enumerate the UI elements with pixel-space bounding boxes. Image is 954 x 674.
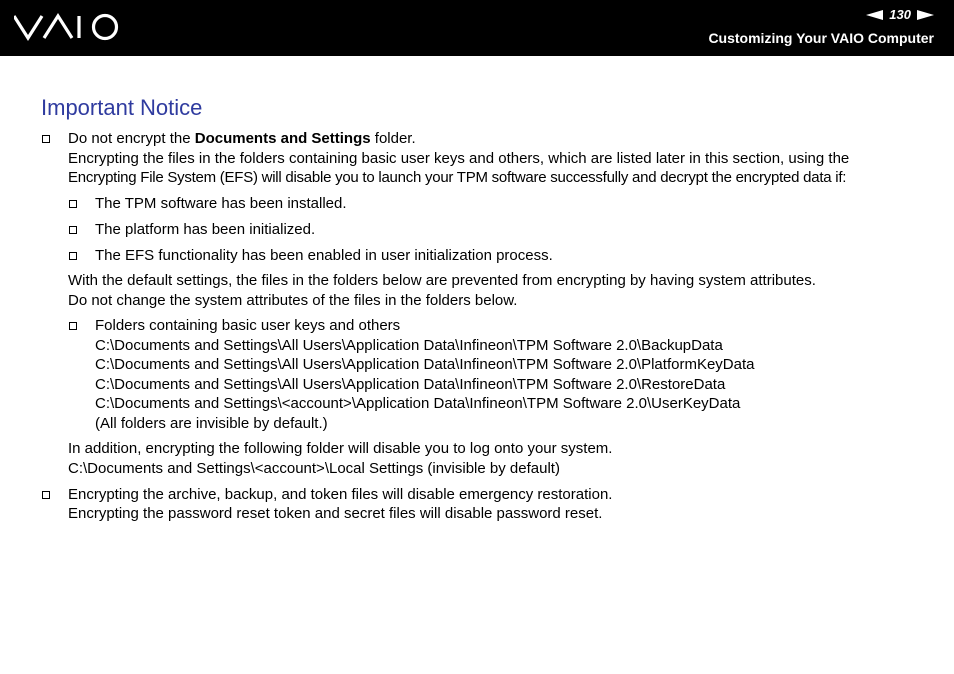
list-item-archive-backup bbox=[0, 485, 954, 524]
checkbox-bullet-icon bbox=[42, 491, 50, 499]
addition-paragraph bbox=[0, 439, 954, 478]
sub-item-platform-initialized bbox=[0, 220, 954, 240]
section-title: Customizing Your VAIO Computer bbox=[708, 30, 934, 46]
sub-item-folders bbox=[0, 316, 954, 433]
paragraph-line: In addition, encrypting the following folder will disable you to log onto your system. bbox=[68, 440, 613, 457]
folder-path: C:\Documents and Settings\All Users\Application Data\Infineon\TPM Software 2.0\PlatformKeyData bbox=[95, 356, 755, 373]
previous-page-arrow-icon[interactable] bbox=[866, 10, 883, 20]
vaio-logo bbox=[14, 13, 120, 41]
folder-path: C:\Documents and Settings\All Users\Application Data\Infineon\TPM Software 2.0\BackupData bbox=[95, 336, 723, 354]
checkbox-bullet-icon bbox=[42, 135, 50, 143]
list-item-do-not-encrypt bbox=[0, 129, 954, 188]
notice-content bbox=[0, 129, 954, 524]
default-settings-paragraph bbox=[0, 271, 954, 310]
page-title: Important Notice bbox=[41, 95, 203, 120]
folder-path: C:\Documents and Settings\All Users\Application Data\Infineon\TPM Software 2.0\RestoreData bbox=[95, 375, 726, 393]
checkbox-bullet-icon bbox=[69, 200, 77, 208]
sub-item-efs-enabled bbox=[0, 246, 954, 266]
next-page-arrow-icon[interactable] bbox=[917, 10, 934, 20]
list-item-text: Encrypting the files in the folders containing basic user keys and others, which are listed later in this section, using the bbox=[68, 149, 850, 167]
list-item-heading: Do not encrypt the Documents and Settings folder. bbox=[68, 130, 416, 147]
folders-heading: Folders containing basic user keys and others bbox=[95, 317, 401, 334]
paragraph-line: With the default settings, the files in the folders below are prevented from encrypting by having system attributes. bbox=[68, 272, 816, 289]
page-navigation bbox=[866, 7, 934, 22]
sub-item-text: The EFS functionality has been enabled in user initialization process. bbox=[95, 246, 553, 264]
folder-path: C:\Documents and Settings\<account>\Application Data\Infineon\TPM Software 2.0\UserKeyData bbox=[95, 395, 741, 412]
checkbox-bullet-icon bbox=[69, 322, 77, 330]
list-item-text: Encrypting File System (EFS) will disable you to launch your TPM software successfully and decrypt the encrypted data if: bbox=[68, 169, 847, 186]
folder-path: C:\Documents and Settings\<account>\Local Settings (invisible by default) bbox=[68, 459, 560, 477]
bold-folder-name: Documents and Settings bbox=[194, 130, 371, 147]
checkbox-bullet-icon bbox=[69, 252, 77, 260]
list-item-text: Encrypting the archive, backup, and token files will disable emergency restoration. bbox=[68, 485, 613, 503]
checkbox-bullet-icon bbox=[69, 226, 77, 234]
folders-note: (All folders are invisible by default.) bbox=[95, 414, 328, 432]
sub-item-text: The platform has been initialized. bbox=[95, 220, 316, 238]
list-item-text: Encrypting the password reset token and secret files will disable password reset. bbox=[68, 505, 603, 522]
page-header bbox=[0, 0, 954, 56]
sub-item-text: The TPM software has been installed. bbox=[95, 194, 347, 212]
paragraph-line: Do not change the system attributes of the files in the folders below. bbox=[68, 291, 518, 309]
page-number: 130 bbox=[889, 7, 911, 22]
sub-item-tpm-installed bbox=[0, 194, 954, 214]
